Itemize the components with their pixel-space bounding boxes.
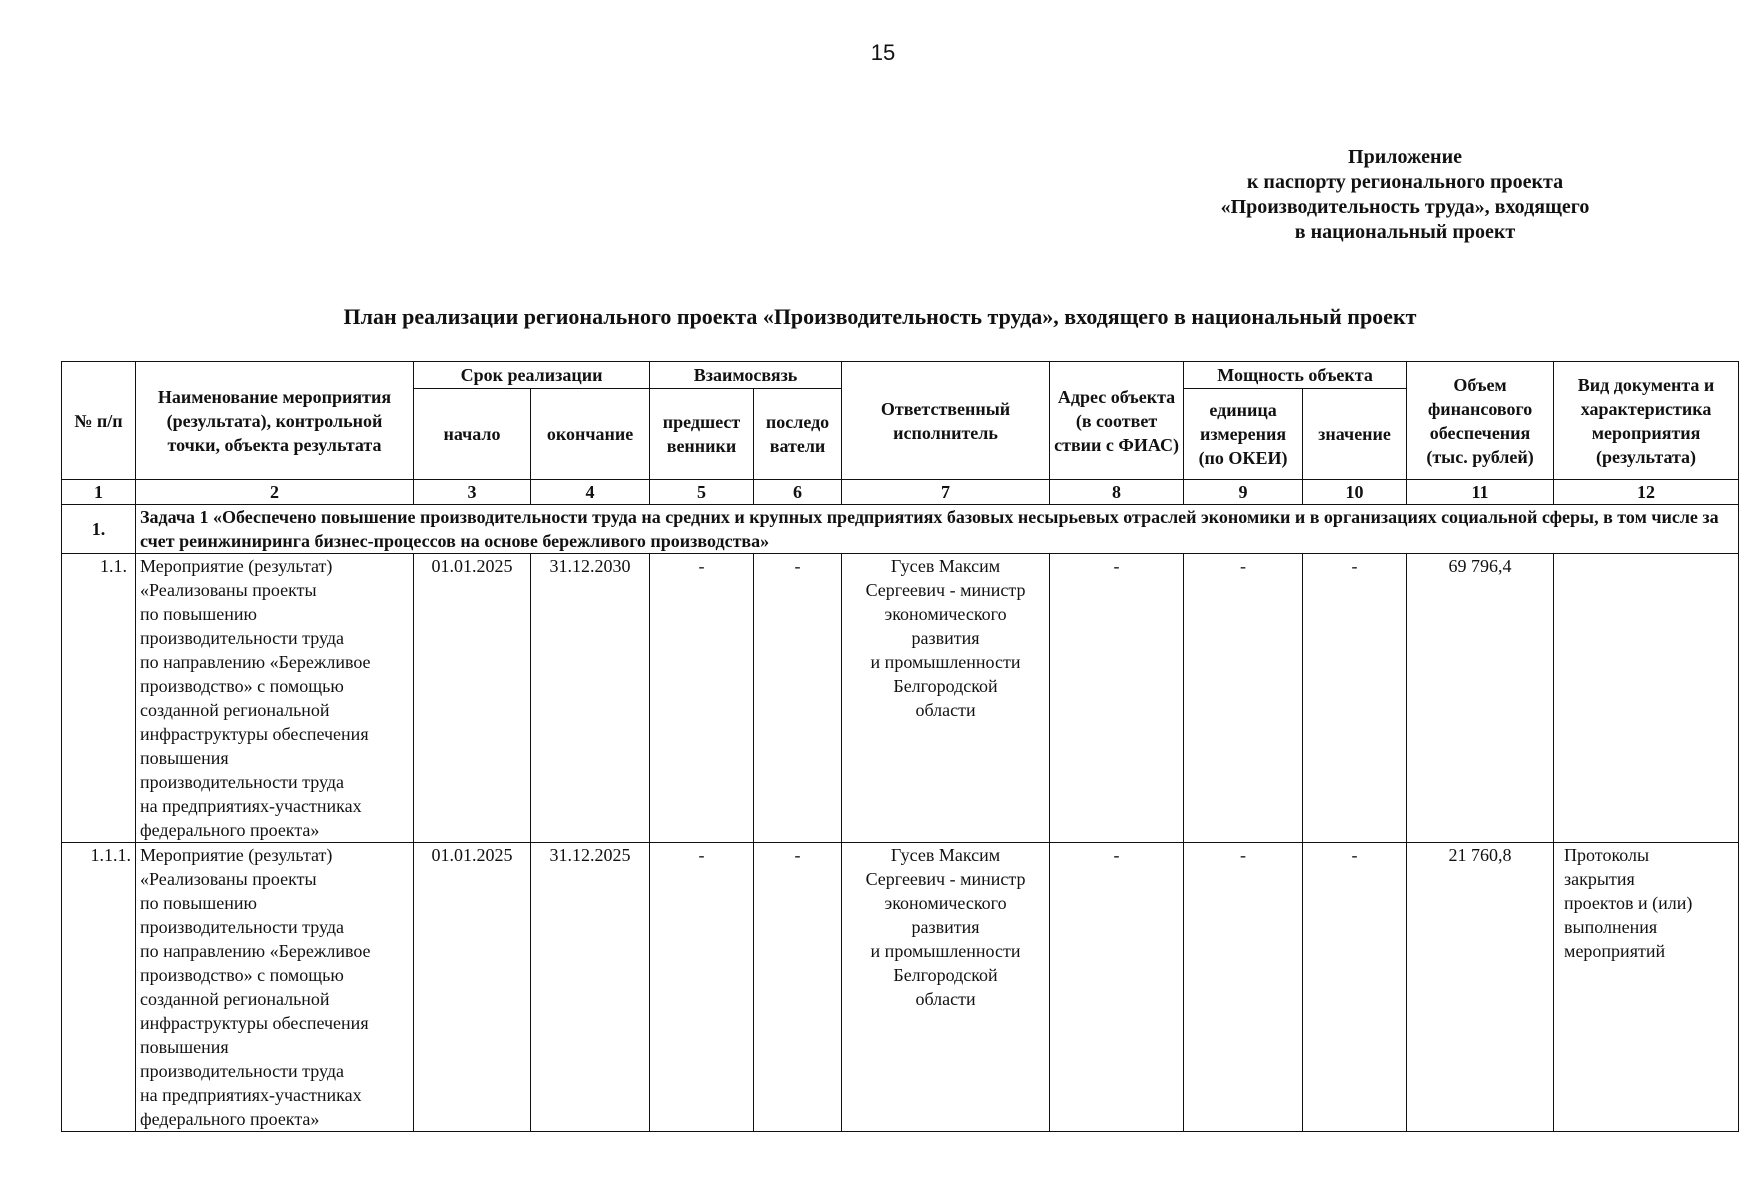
row-name-line: по направлению «Бережливое: [140, 941, 371, 961]
doc-type-line: проектов и (или): [1564, 893, 1693, 913]
row-name-line: федерального проекта»: [140, 1109, 320, 1129]
responsible-line: области: [915, 989, 976, 1009]
row-name-line: созданной региональной: [140, 989, 330, 1009]
header-successors: последо ватели: [754, 389, 842, 480]
row-name-line: созданной региональной: [140, 700, 330, 720]
row-name-line: федерального проекта»: [140, 820, 320, 840]
responsible-line: Белгородской: [893, 676, 998, 696]
row-unit: -: [1184, 554, 1303, 843]
responsible-line: Гусев Максим: [890, 556, 1001, 576]
row-name-line: Мероприятие (результат): [140, 845, 333, 865]
responsible-line: и промышленности: [870, 652, 1021, 672]
page-number: 15: [870, 40, 896, 65]
column-number: 1: [62, 480, 136, 505]
appendix-note: [1150, 145, 1660, 245]
row-name-line: по повышению: [140, 604, 257, 624]
header-num: № п/п: [62, 362, 136, 480]
table-row: [62, 554, 1739, 843]
row-name-line: повышения: [140, 1037, 229, 1057]
header-end: окончание: [531, 389, 650, 480]
row-address: -: [1050, 554, 1184, 843]
row-name-line: производство» с помощью: [140, 965, 344, 985]
header-address: Адрес объекта (в соответ ствии с ФИАС): [1050, 362, 1184, 480]
row-responsible: [842, 554, 1050, 843]
row-finance: 21 760,8: [1407, 843, 1554, 1132]
row-successors: -: [754, 843, 842, 1132]
column-number: 11: [1407, 480, 1554, 505]
responsible-line: развития: [911, 628, 980, 648]
appendix-line: «Производительность труда», входящего: [1220, 196, 1590, 218]
header-unit: единица измерения (по ОКЕИ): [1184, 389, 1303, 480]
row-name-line: производство» с помощью: [140, 676, 344, 696]
row-number: 1.1.1.: [62, 843, 136, 1132]
task-text: Задача 1 «Обеспечено повышение производительности труда на средних и крупных предприятиях базовых несырьевых отраслей экономики и в организациях социальной сферы, в том числе за счет реинжиниринга бизнес-процессов на основе бережливого производства»: [136, 505, 1739, 554]
row-value: -: [1303, 843, 1407, 1132]
row-address: -: [1050, 843, 1184, 1132]
appendix-line: к паспорту регионального проекта: [1246, 171, 1564, 193]
responsible-line: экономического: [884, 893, 1007, 913]
appendix-line: Приложение: [1348, 146, 1462, 168]
header-value: значение: [1303, 389, 1407, 480]
table-row: [62, 843, 1739, 1132]
header-start: начало: [414, 389, 531, 480]
responsible-line: развития: [911, 917, 980, 937]
row-number: 1.1.: [62, 554, 136, 843]
row-successors: -: [754, 554, 842, 843]
responsible-line: Белгородской: [893, 965, 998, 985]
doc-type-line: выполнения: [1564, 917, 1658, 937]
row-name-line: производительности труда: [140, 772, 345, 792]
header-finance: Объем финансового обеспечения (тыс. рублей): [1407, 362, 1554, 480]
row-predecessors: -: [650, 554, 754, 843]
responsible-line: Гусев Максим: [890, 845, 1001, 865]
row-unit: -: [1184, 843, 1303, 1132]
responsible-line: Сергеевич - министр: [865, 580, 1026, 600]
responsible-line: и промышленности: [870, 941, 1021, 961]
row-responsible: [842, 843, 1050, 1132]
row-name-line: инфраструктуры обеспечения: [140, 1013, 369, 1033]
row-name-line: на предприятиях-участниках: [140, 1085, 362, 1105]
column-number: 2: [136, 480, 414, 505]
doc-type-line: Протоколы: [1564, 845, 1650, 865]
header-name: Наименование мероприятия (результата), контрольной точки, объекта результата: [136, 362, 414, 480]
row-doc-type: [1554, 554, 1739, 843]
row-name-line: Мероприятие (результат): [140, 556, 333, 576]
row-name: [136, 554, 414, 843]
row-name-line: производительности труда: [140, 628, 345, 648]
row-name-line: на предприятиях-участниках: [140, 796, 362, 816]
header-doc-type: Вид документа и характеристика мероприятия (результата): [1554, 362, 1739, 480]
row-end-date: 31.12.2030: [531, 554, 650, 843]
appendix-line: в национальный проект: [1294, 221, 1516, 243]
column-number: 9: [1184, 480, 1303, 505]
column-number: 12: [1554, 480, 1739, 505]
row-value: -: [1303, 554, 1407, 843]
header-capacity: Мощность объекта: [1184, 362, 1407, 389]
doc-type-line: закрытия: [1564, 869, 1635, 889]
column-number: 4: [531, 480, 650, 505]
row-name-line: по повышению: [140, 893, 257, 913]
row-start-date: 01.01.2025: [414, 554, 531, 843]
row-doc-type: [1554, 843, 1739, 1132]
task-number: 1.: [62, 505, 136, 554]
header-period: Срок реализации: [414, 362, 650, 389]
row-name-line: повышения: [140, 748, 229, 768]
column-number: 3: [414, 480, 531, 505]
header-relation: Взаимосвязь: [650, 362, 842, 389]
row-end-date: 31.12.2025: [531, 843, 650, 1132]
column-number-row: [62, 480, 1739, 505]
row-name-line: производительности труда: [140, 1061, 345, 1081]
column-number: 8: [1050, 480, 1184, 505]
row-start-date: 01.01.2025: [414, 843, 531, 1132]
column-number: 6: [754, 480, 842, 505]
column-number: 7: [842, 480, 1050, 505]
doc-type-line: мероприятий: [1564, 941, 1666, 961]
row-predecessors: -: [650, 843, 754, 1132]
header-predecessors: предшест венники: [650, 389, 754, 480]
responsible-line: области: [915, 700, 976, 720]
column-number: 10: [1303, 480, 1407, 505]
task-row: [62, 505, 1739, 554]
row-name-line: по направлению «Бережливое: [140, 652, 371, 672]
responsible-line: экономического: [884, 604, 1007, 624]
header-responsible: Ответственный исполнитель: [842, 362, 1050, 480]
plan-table: [61, 361, 1739, 1132]
document-title: План реализации регионального проекта «Производительность труда», входящего в национальный проект: [343, 304, 1417, 329]
row-name-line: инфраструктуры обеспечения: [140, 724, 369, 744]
row-name-line: производительности труда: [140, 917, 345, 937]
header-row: [62, 362, 1739, 389]
column-number: 5: [650, 480, 754, 505]
row-name: [136, 843, 414, 1132]
row-name-line: «Реализованы проекты: [140, 869, 317, 889]
row-name-line: «Реализованы проекты: [140, 580, 317, 600]
row-finance: 69 796,4: [1407, 554, 1554, 843]
responsible-line: Сергеевич - министр: [865, 869, 1026, 889]
